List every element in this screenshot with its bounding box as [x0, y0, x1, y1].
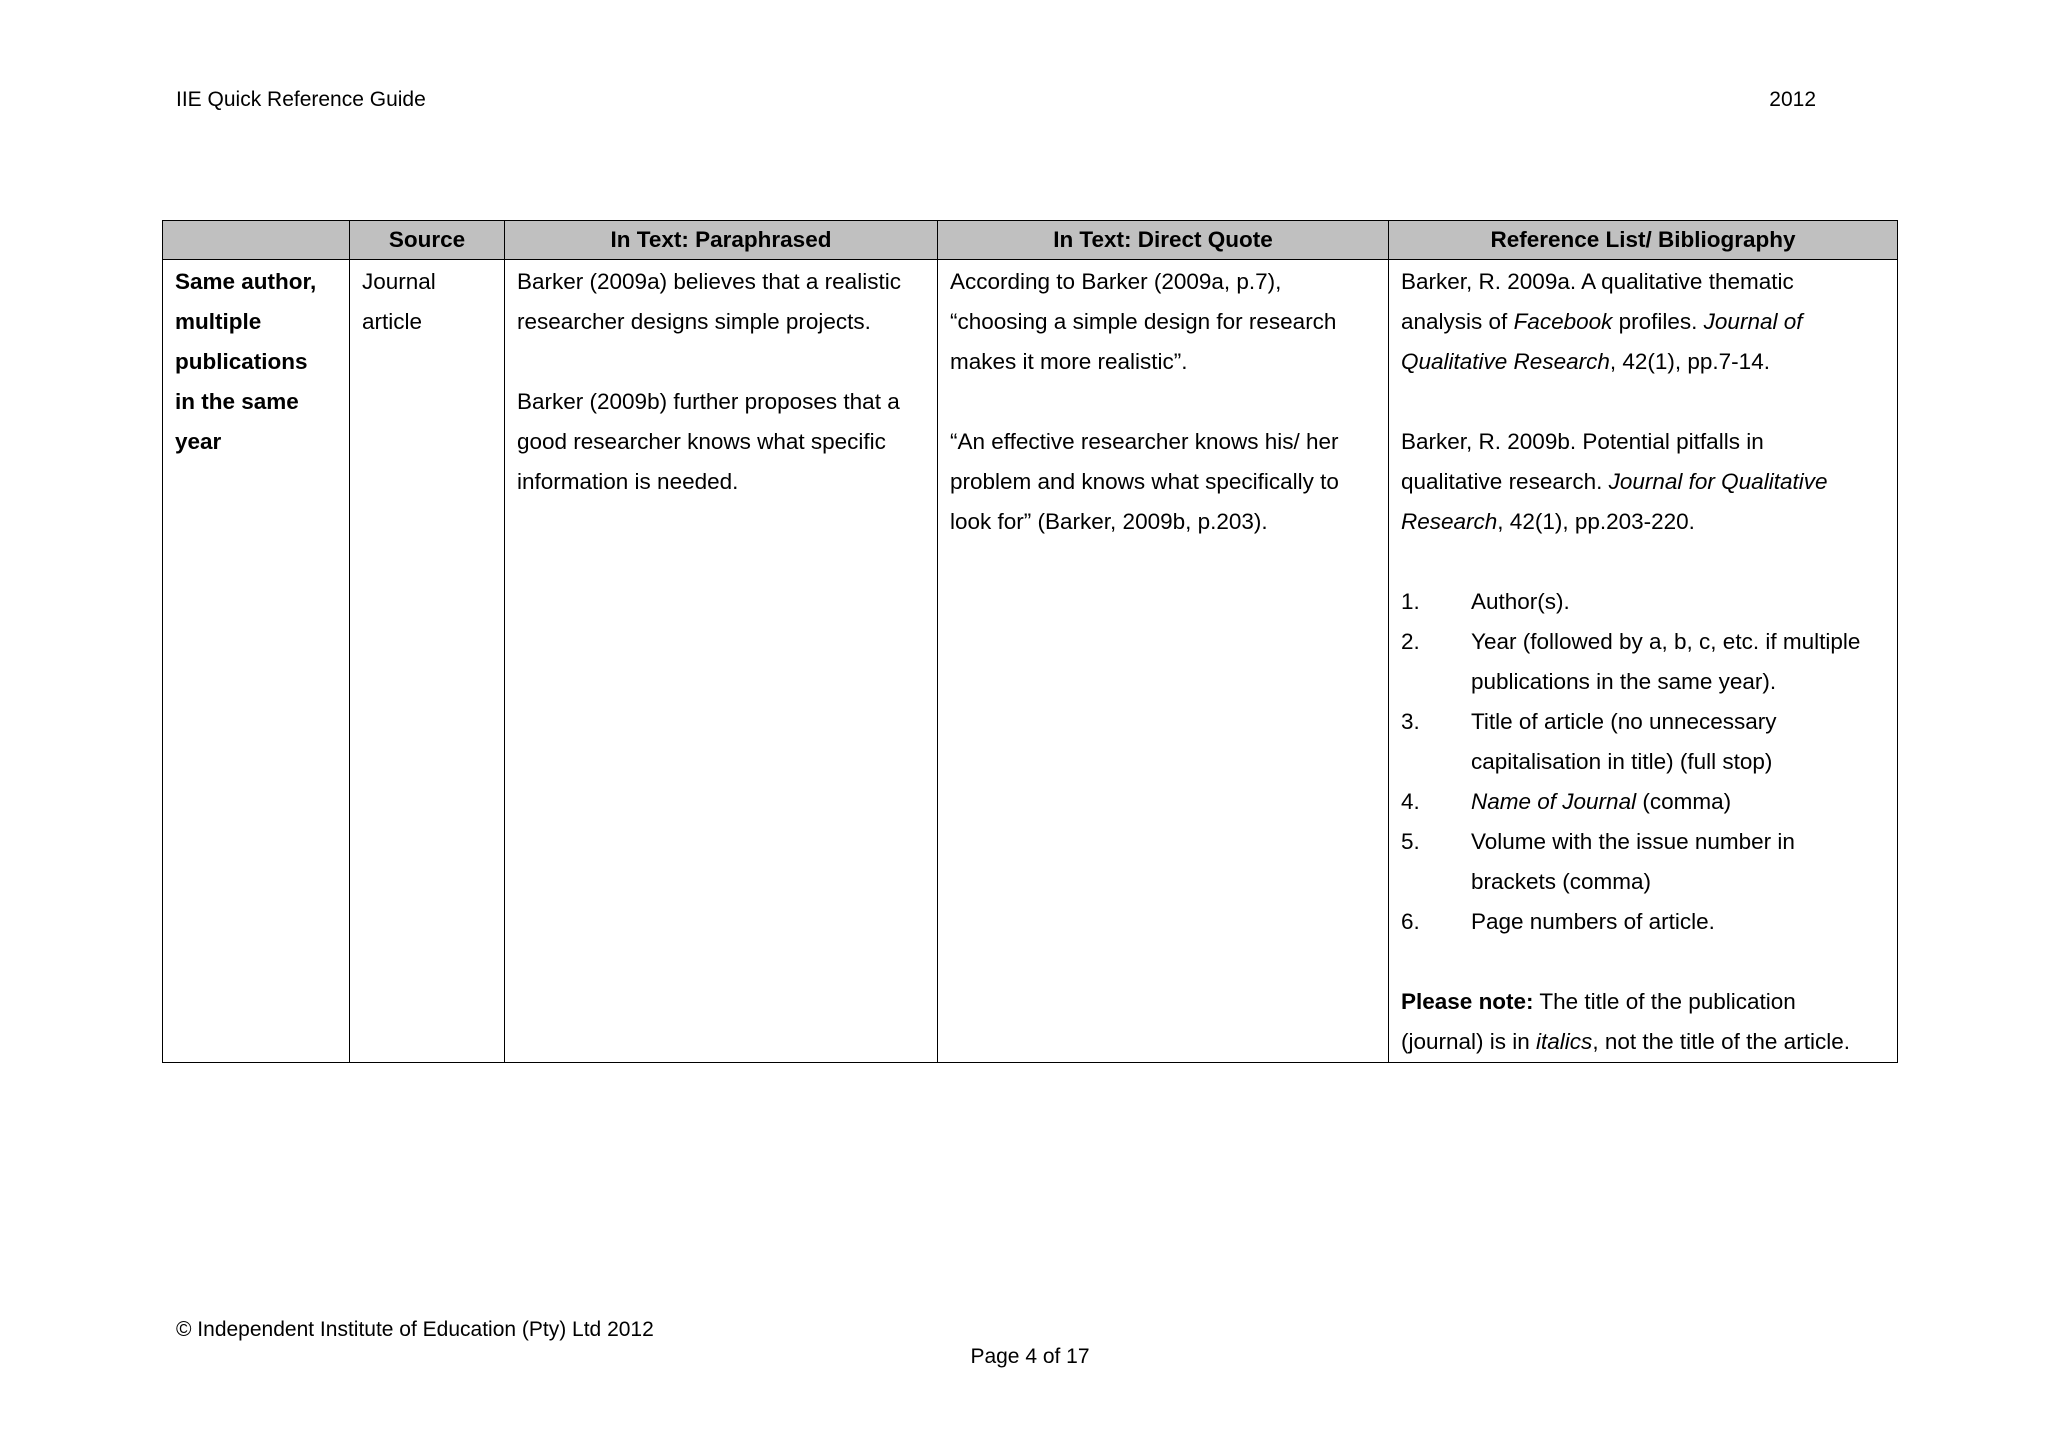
note-label: Please note: [1401, 989, 1534, 1014]
reference-entry-line [1401, 302, 1885, 342]
paraphrase-line: information is needed. [517, 469, 739, 494]
reference-entry-line: Barker, R. 2009b. Potential pitfalls in [1401, 429, 1764, 454]
reference-italic-text: Journal of [1703, 309, 1803, 334]
reference-text: qualitative research. [1401, 469, 1609, 494]
paragraph-spacer [1401, 942, 1885, 982]
list-item-text [1471, 622, 1885, 702]
list-item-line: Title of article (no unnecessary [1471, 709, 1777, 734]
paragraph-spacer [950, 382, 1376, 422]
reference-entry-line: Barker, R. 2009a. A qualitative thematic [1401, 269, 1794, 294]
reference-italic-text: Research [1401, 509, 1498, 534]
paraphrase-line: Barker (2009a) believes that a realistic [517, 269, 901, 294]
list-item-line: Year (followed by a, b, c, etc. if multiple [1471, 629, 1861, 654]
quote-line: “choosing a simple design for research [950, 309, 1337, 334]
paraphrase-line: good researcher knows what specific [517, 429, 886, 454]
list-item-text [1471, 702, 1885, 782]
paraphrase-line: researcher designs simple projects. [517, 309, 871, 334]
reference-text: analysis of [1401, 309, 1514, 334]
quote-line: makes it more realistic”. [950, 349, 1188, 374]
column-header-category [163, 221, 350, 260]
list-item-number: 4. [1401, 789, 1420, 814]
reference-italic-text: Journal for Qualitative [1608, 469, 1828, 494]
source-cell [350, 260, 505, 1063]
quote-line: problem and knows what specifically to [950, 469, 1339, 494]
list-item-text [1471, 782, 1885, 822]
source-line: Journal [362, 269, 436, 294]
row-label-line: in the same [175, 389, 299, 414]
paragraph-spacer [1401, 542, 1885, 582]
reference-entry-line [1401, 342, 1885, 382]
reference-text: , 42(1), pp.7-14. [1609, 349, 1770, 374]
list-item-italic-text: Name of Journal [1471, 789, 1637, 814]
list-item [1401, 902, 1885, 942]
list-item [1401, 782, 1885, 822]
list-item [1401, 582, 1885, 622]
note-line [1401, 1022, 1885, 1062]
footer-copyright: © Independent Institute of Education (Pty) Ltd 2012 [176, 1318, 654, 1341]
list-item-line: Page numbers of article. [1471, 909, 1715, 934]
reference-table [162, 220, 1898, 1063]
paragraph-spacer [517, 342, 925, 382]
paragraph-spacer [1401, 382, 1885, 422]
list-item-line: publications in the same year). [1471, 669, 1777, 694]
header-guide-title: IIE Quick Reference Guide [176, 88, 426, 111]
list-item-line: (comma) [1636, 789, 1732, 814]
column-header-paraphrased: In Text: Paraphrased [505, 221, 938, 260]
quote-line: “An effective researcher knows his/ her [950, 429, 1339, 454]
header-year: 2012 [1769, 88, 1816, 111]
note-italic-text: italics [1536, 1029, 1593, 1054]
note-text: The title of the publication [1533, 989, 1796, 1014]
list-item [1401, 822, 1885, 902]
list-item-number: 2. [1401, 629, 1420, 654]
list-item-line: Author(s). [1471, 589, 1570, 614]
reference-text: , 42(1), pp.203-220. [1497, 509, 1695, 534]
list-item-line: brackets (comma) [1471, 869, 1652, 894]
row-category-cell [163, 260, 350, 1063]
direct-quote-cell [938, 260, 1389, 1063]
paraphrased-cell [505, 260, 938, 1063]
table-header-row [163, 221, 1898, 260]
list-item [1401, 622, 1885, 702]
list-item-number: 1. [1401, 589, 1420, 614]
reference-text: profiles. [1612, 309, 1704, 334]
column-header-direct-quote: In Text: Direct Quote [938, 221, 1389, 260]
list-item-text [1471, 822, 1885, 902]
list-item-line: Volume with the issue number in [1471, 829, 1795, 854]
row-label-line: multiple [175, 309, 262, 334]
footer-page-number: Page 4 of 17 [970, 1345, 1090, 1368]
quote-line: look for” (Barker, 2009b, p.203). [950, 509, 1268, 534]
table-row [163, 260, 1898, 1063]
reference-entry-line [1401, 502, 1885, 542]
column-header-reference-list: Reference List/ Bibliography [1389, 221, 1898, 260]
list-item-text [1471, 902, 1885, 942]
list-item-line: capitalisation in title) (full stop) [1471, 749, 1773, 774]
note-line [1401, 982, 1885, 1022]
paraphrase-line: Barker (2009b) further proposes that a [517, 389, 900, 414]
reference-list-cell [1389, 260, 1898, 1063]
source-line: article [362, 309, 423, 334]
reference-italic-text: Facebook [1513, 309, 1613, 334]
note-text: (journal) is in [1401, 1029, 1537, 1054]
note-text: , not the title of the article. [1592, 1029, 1850, 1054]
list-item-number: 5. [1401, 829, 1420, 854]
list-item-text [1471, 582, 1885, 622]
list-item [1401, 702, 1885, 782]
row-label-line: Same author, [175, 269, 317, 294]
reference-entry-line [1401, 462, 1885, 502]
column-header-source: Source [350, 221, 505, 260]
quote-line: According to Barker (2009a, p.7), [950, 269, 1282, 294]
row-label-line: year [175, 429, 222, 454]
reference-italic-text: Qualitative Research [1401, 349, 1610, 374]
list-item-number: 6. [1401, 909, 1420, 934]
list-item-number: 3. [1401, 709, 1420, 734]
row-label-line: publications [175, 349, 308, 374]
